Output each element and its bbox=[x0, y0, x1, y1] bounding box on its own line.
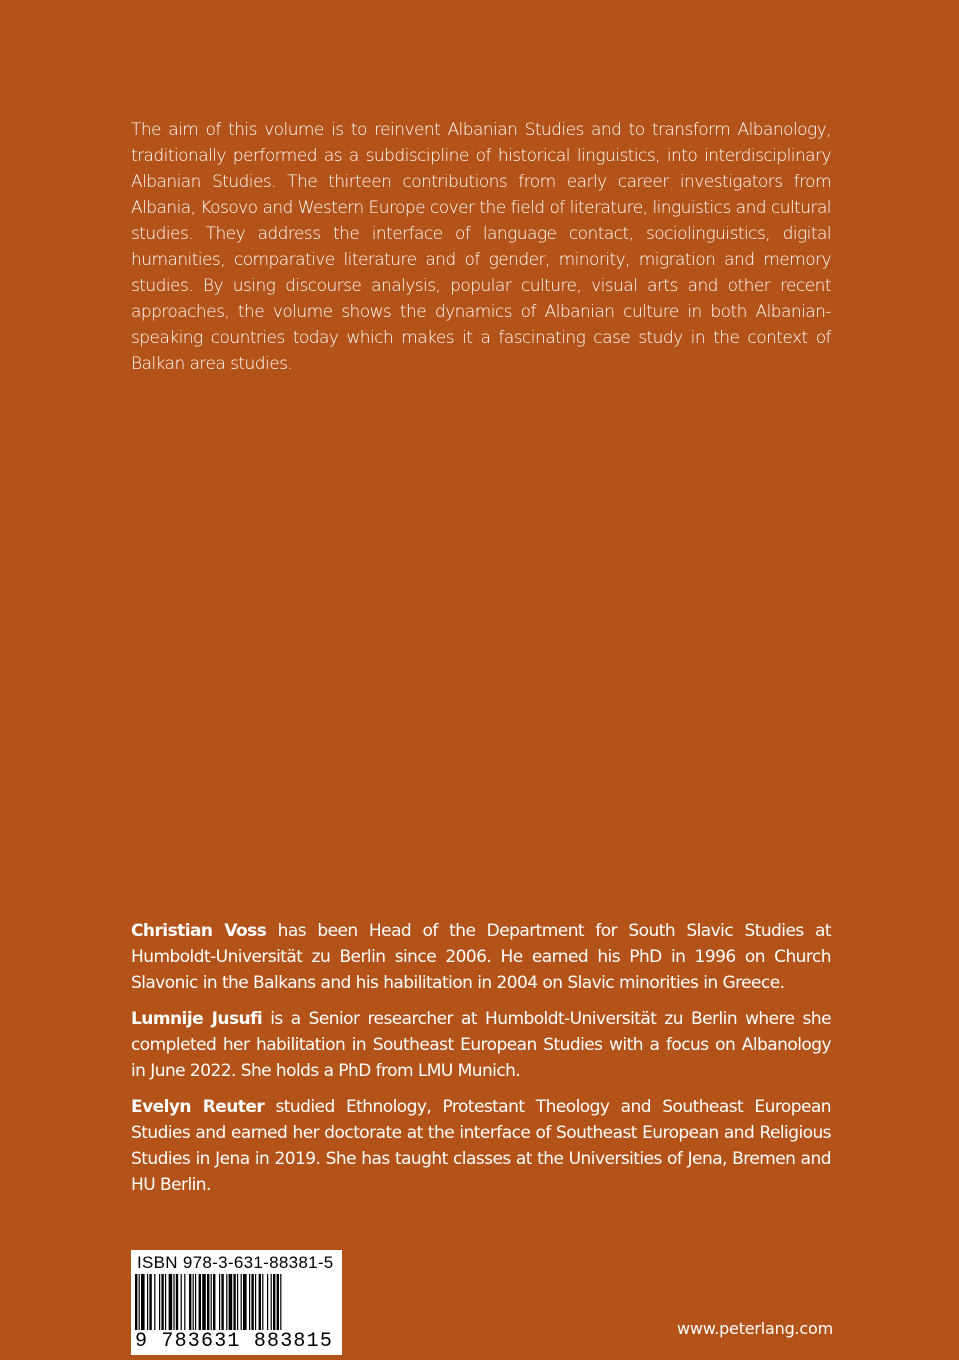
publisher-url: www.peterlang.com bbox=[677, 1319, 833, 1338]
barcode-bar bbox=[189, 1274, 191, 1330]
author-name: Lumnije Jusufi bbox=[131, 1009, 263, 1029]
barcode-bar bbox=[277, 1274, 279, 1330]
author-bio-text: has been Head of the Department for South Slavic Studies at Humboldt-Universität zu Berlin since 2006. He earned his PhD in 1996 on Church Slavonic in the Balkans and his habilitation in 2004 on Slavic minorities in Greece. bbox=[131, 921, 831, 993]
barcode-bar bbox=[202, 1274, 206, 1330]
barcode-bar bbox=[139, 1274, 140, 1330]
author-name: Christian Voss bbox=[131, 921, 267, 941]
barcode-bar bbox=[267, 1274, 268, 1330]
author-bio bbox=[131, 918, 831, 996]
barcode-bar bbox=[243, 1274, 247, 1330]
barcode-bar bbox=[213, 1274, 215, 1330]
ean-digits: 9 783631 883815 bbox=[135, 1330, 334, 1353]
barcode-bar bbox=[226, 1274, 227, 1330]
book-description: The aim of this volume is to reinvent Albanian Studies and to transform Albanology, traditionally performed as a subdiscipline of historical linguistics, into interdisciplinary Albanian Studies. The thirteen contributions from early career investigators from Albania, Kosovo and Western Europe cover the field of literature, linguistics and cultural studies. They address the interface of language contact, sociolinguistics, digital humanities, comparative literature and of gender, minority, migration and memory studies. By using discourse analysis, popular culture, visual arts and other recent approaches, the volume shows the dynamics of Albanian culture in both Albanian-speaking countries today which makes it a fascinating case study in the context of Balkan area studies. bbox=[131, 120, 831, 374]
barcode-bar bbox=[181, 1274, 182, 1330]
author-bio bbox=[131, 1006, 831, 1084]
isbn-label: ISBN 978-3-631-88381-5 bbox=[137, 1253, 334, 1272]
author-bio bbox=[131, 1094, 831, 1198]
barcode-bar bbox=[207, 1274, 209, 1330]
barcode-bar bbox=[165, 1274, 166, 1330]
barcode-bar bbox=[271, 1274, 272, 1330]
barcode-bar bbox=[195, 1274, 196, 1330]
author-bio-text: is a Senior researcher at Humboldt-Universität zu Berlin where she completed her habilitation in Southeast European Studies with a focus on Albanology in June 2022. She holds a PhD from LMU Munich. bbox=[131, 1009, 831, 1081]
barcode-bar bbox=[237, 1274, 238, 1330]
barcode-bar bbox=[159, 1274, 160, 1330]
barcode-bar bbox=[161, 1274, 163, 1330]
barcode-bar bbox=[280, 1274, 281, 1330]
barcode-bar bbox=[221, 1274, 223, 1330]
barcode-bar bbox=[229, 1274, 233, 1330]
isbn-barcode bbox=[131, 1250, 342, 1355]
barcode-bar bbox=[184, 1274, 185, 1330]
barcode-bar bbox=[147, 1274, 148, 1330]
barcode-bar bbox=[233, 1274, 235, 1330]
barcode-bar bbox=[176, 1274, 178, 1330]
barcode-bar bbox=[259, 1274, 261, 1330]
barcode-bar bbox=[273, 1274, 275, 1330]
barcode-bar bbox=[149, 1274, 151, 1330]
barcode-bar bbox=[251, 1274, 253, 1330]
barcode-bar bbox=[135, 1274, 137, 1330]
author-name: Evelyn Reuter bbox=[131, 1097, 265, 1117]
barcode-bar bbox=[262, 1274, 263, 1330]
barcode-bar bbox=[154, 1274, 155, 1330]
author-bios bbox=[131, 918, 831, 1208]
barcode-bar bbox=[199, 1274, 201, 1330]
barcode-bar bbox=[255, 1274, 256, 1330]
barcode-bar bbox=[211, 1274, 212, 1330]
barcode-bar bbox=[241, 1274, 242, 1330]
barcode-bar bbox=[173, 1274, 174, 1330]
barcode-bar bbox=[193, 1274, 194, 1330]
barcode-bar bbox=[141, 1274, 145, 1330]
barcode-bar bbox=[219, 1274, 220, 1330]
barcode-bars bbox=[135, 1274, 338, 1330]
barcode-bar bbox=[169, 1274, 173, 1330]
author-bio-text: studied Ethnology, Protestant Theology and Southeast European Studies and earned her doctorate at the interface of Southeast European and Religious Studies in Jena in 2019. She has taught classes at the Universities of Jena, Bremen and HU Berlin. bbox=[131, 1097, 831, 1195]
barcode-bar bbox=[249, 1274, 250, 1330]
